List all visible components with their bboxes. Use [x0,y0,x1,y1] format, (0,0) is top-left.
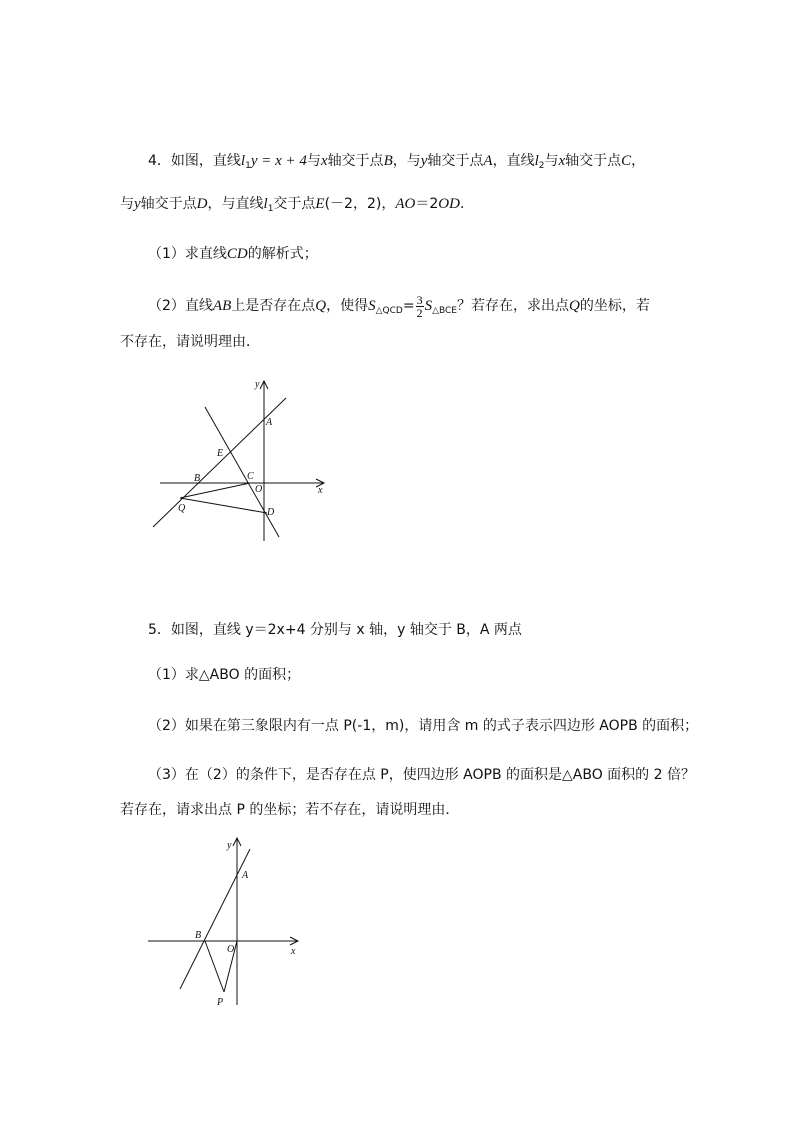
label-E: E [217,448,224,459]
label-C: C [247,471,254,482]
label-Q: Q [178,503,186,514]
label-O: O [255,484,263,495]
problem-4-line-2: 与y轴交于点D，与直线$l_1$交于点E(－2，2)，AO＝2OD. [120,196,465,214]
label-B: B [194,473,201,484]
label-O: O [227,944,235,955]
label-P: P [217,997,224,1008]
problem-5-question-2: （2）如果在第三象限内有一点 P(-1，m)，请用含 m 的式子表示四边形 AOPB 的面积； [148,718,699,734]
segment-BP [205,941,224,992]
label-x: x [291,946,296,957]
problem-5-line-1: 5．如图，直线 y＝2x+4 分别与 x 轴，y 轴交于 B，A 两点 [148,622,522,638]
problem-5-question-1: （1）求△ABO 的面积； [148,667,301,683]
problem-5-question-3-continued: 若存在，请求出点 P 的坐标；若不存在，请说明理由． [120,802,460,818]
problem-4-line-1: 4．如图，直线$l_1y = x + 4$与x轴交于点B，与y轴交于点A，直线$l_2$与x轴交于点C， [148,153,646,171]
fraction-three-halves: $\frac{3}{2}$ [416,292,423,320]
label-A: A [266,417,273,428]
label-y: y [255,379,260,390]
label-D: D [267,507,275,518]
label-y: y [227,840,232,851]
label-B: B [195,930,202,941]
problem-5-question-3: （3）在（2）的条件下，是否存在点 P，使四边形 AOPB 的面积是△ABO 面积的 2 倍？ [148,767,695,783]
problem-4-question-2: （2）直线AB上是否存在点Q，使得$S_{\triangle QCD}=$ $\frac{3}{2}$ $S_{\triangle BCE}$？若存在，求出点Q的坐标，若 [148,292,650,320]
label-A: A [242,870,249,881]
problem-4-question-1: （1）求直线CD的解析式； [148,246,318,262]
label-x: x [318,485,323,496]
problem-4-question-2-continued: 不存在，请说明理由． [120,334,260,350]
